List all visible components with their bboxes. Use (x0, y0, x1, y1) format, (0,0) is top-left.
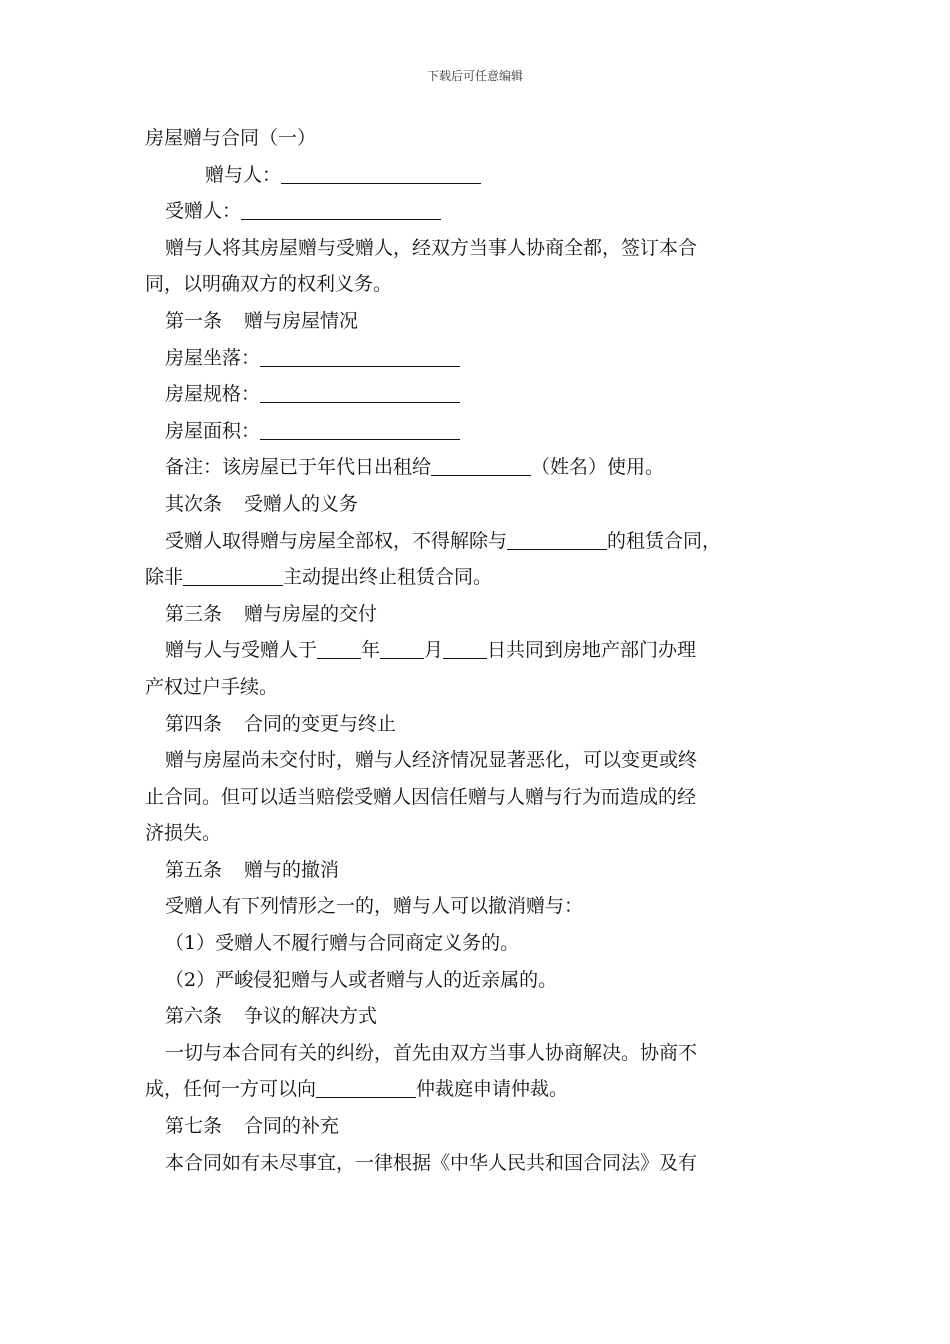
article-2-text-c: 除非 (145, 566, 184, 589)
article-3-text-a: 赠与人与受赠人于 (165, 639, 318, 662)
article-4-line-1: 赠与房屋尚未交付时，赠与人经济情况显著恶化，可以变更或终 (165, 749, 698, 772)
page-header-note: 下载后可任意编辑 (426, 69, 523, 83)
article-7-heading (145, 1108, 807, 1145)
arbitration-blank[interactable] (316, 1075, 416, 1098)
donee-label: 受赠人： (165, 200, 242, 223)
contract-title: 房屋赠与合同（一） (145, 127, 317, 149)
article-5-item-1: （1）受赠人不履行赠与合同商定义务的。 (165, 932, 520, 955)
article-6-heading (145, 998, 807, 1035)
article-7-line-1: 本合同如有未尽事宜，一律根据《中华人民共和国合同法》及有 (165, 1151, 698, 1174)
remark-text-pre: 备注：该房屋已于年代日出租给 (165, 456, 432, 479)
intro-line-1: 赠与人将其房屋赠与受赠人，经双方当事人协商全都，签订本合 (165, 236, 698, 259)
article-6-line-2 (145, 1071, 807, 1108)
year-blank[interactable] (317, 636, 361, 659)
lease-party-blank[interactable] (507, 527, 607, 550)
article-3-heading (145, 596, 807, 633)
article-3-number: 第三条 (165, 602, 223, 625)
article-3-text-b: 日共同到房地产部门办理 (487, 639, 697, 662)
article-3-line-1 (145, 632, 807, 669)
article-2-line-1 (145, 523, 807, 560)
article-2-title: 受赠人的义务 (244, 492, 359, 515)
contract-body (145, 120, 807, 1181)
spec-line (145, 376, 807, 413)
intro-line-2: 同，以明确双方的权利义务。 (145, 273, 393, 296)
month-label: 月 (424, 639, 444, 662)
article-4-line-2: 止合同。但可以适当赔偿受赠人因信任赠与人赠与行为而造成的经 (145, 785, 697, 808)
area-label: 房屋面积： (165, 419, 261, 442)
article-2-text-a: 受赠人取得赠与房屋全部权，不得解除与 (165, 529, 508, 552)
article-2-line-2 (145, 559, 807, 596)
article-4-line-3: 济损失。 (145, 822, 222, 845)
article-6-line-1: 一切与本合同有关的纠纷，首先由双方当事人协商解决。协商不 (165, 1041, 698, 1064)
article-6-text-a: 成，任何一方可以向 (145, 1078, 317, 1101)
article-5-item-2: （2）严峻侵犯赠与人或者赠与人的近亲属的。 (165, 968, 558, 991)
location-blank[interactable] (260, 344, 460, 367)
article-1-title: 赠与房屋情况 (244, 309, 359, 332)
article-5-title: 赠与的撤消 (244, 858, 340, 881)
spec-blank[interactable] (260, 380, 460, 403)
article-7-number: 第七条 (165, 1115, 223, 1138)
article-5-line-1: 受赠人有下列情形之一的，赠与人可以撤消赠与： (165, 895, 584, 918)
donee-line (145, 193, 807, 230)
article-2-heading (145, 486, 807, 523)
article-4-heading (145, 706, 807, 743)
article-6-number: 第六条 (165, 1005, 223, 1028)
article-4-title: 合同的变更与终止 (244, 712, 397, 735)
area-line (145, 413, 807, 450)
location-label: 房屋坐落： (165, 346, 261, 369)
month-blank[interactable] (380, 636, 424, 659)
article-1-heading (145, 303, 807, 340)
article-3-title: 赠与房屋的交付 (244, 602, 378, 625)
article-3-line-2: 产权过户手续。 (145, 675, 279, 698)
spec-label: 房屋规格： (165, 383, 261, 406)
tenant-name-blank[interactable] (431, 453, 531, 476)
article-6-title: 争议的解决方式 (244, 1005, 378, 1028)
article-2-number: 其次条 (165, 492, 223, 515)
article-6-text-b: 仲裁庭申请仲裁。 (416, 1078, 569, 1101)
area-blank[interactable] (260, 417, 460, 440)
article-4-number: 第四条 (165, 712, 223, 735)
article-7-title: 合同的补充 (244, 1115, 340, 1138)
donor-blank[interactable] (281, 161, 481, 184)
article-5-heading (145, 852, 807, 889)
tenant-blank[interactable] (183, 563, 283, 586)
article-2-text-d: 主动提出终止租赁合同。 (283, 566, 493, 589)
donee-blank[interactable] (241, 197, 441, 220)
day-blank[interactable] (443, 636, 487, 659)
article-2-text-b: 的租赁合同， (607, 529, 722, 552)
remark-text-post: （姓名）使用。 (531, 456, 665, 479)
donor-label: 赠与人： (205, 163, 282, 186)
year-label: 年 (361, 639, 381, 662)
donor-line (145, 157, 807, 194)
article-1-number: 第一条 (165, 309, 223, 332)
article-5-number: 第五条 (165, 858, 223, 881)
location-line (145, 340, 807, 377)
remark-line (145, 449, 807, 486)
